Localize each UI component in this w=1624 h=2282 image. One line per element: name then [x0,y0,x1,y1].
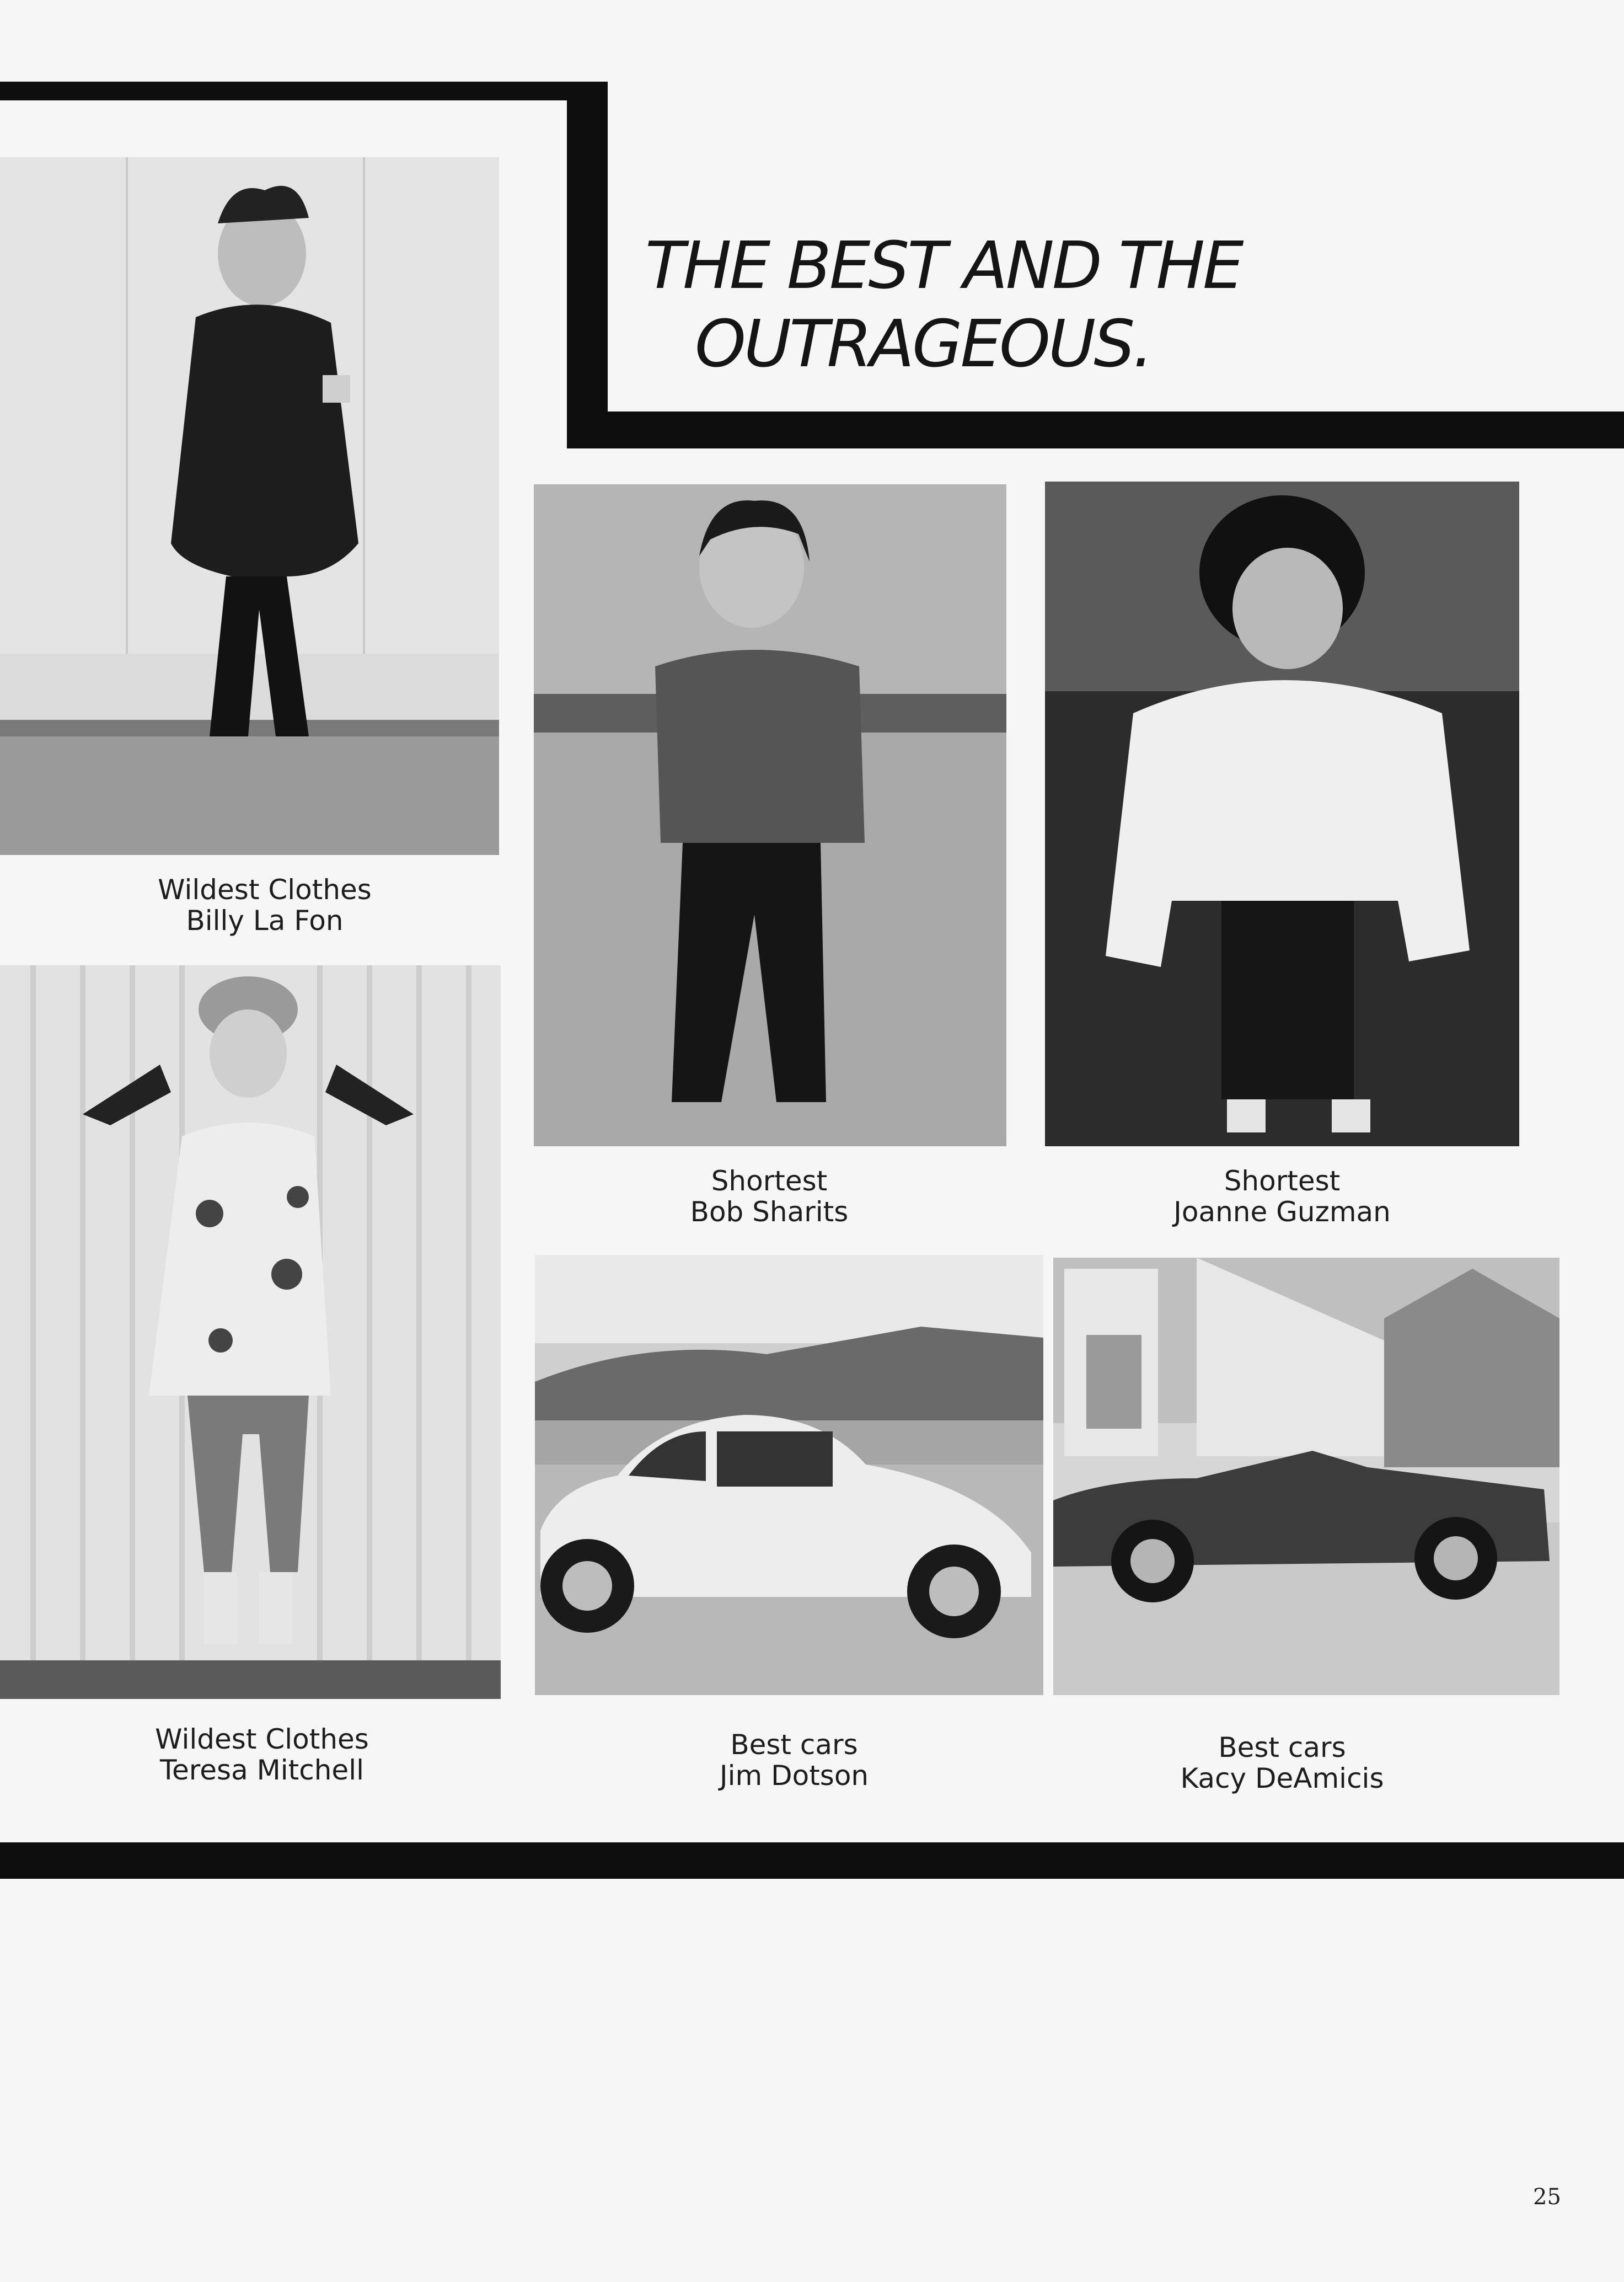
caption-category: Best cars [1218,1731,1346,1763]
caption-category: Shortest [711,1165,828,1197]
photo-kacy-deamicis-car [1053,1258,1559,1695]
caption-kacy-deamicis [1089,1732,1475,1794]
caption-name: Kacy DeAmicis [1180,1762,1384,1794]
caption-name: Teresa Mitchell [160,1754,364,1786]
caption-billy-la-fon [72,874,458,936]
page-title [645,226,1527,383]
caption-name: Jim Dotson [719,1760,869,1792]
caption-category: Best cars [730,1729,858,1761]
title-frame-bottom-bar [567,411,1624,448]
caption-jim-dotson [601,1729,987,1791]
caption-name: Joanne Guzman [1173,1196,1391,1228]
photo-jim-dotson-car [535,1255,1043,1695]
caption-category: Shortest [1224,1165,1341,1197]
photo-billy-la-fon [0,157,499,855]
top-frame-bar [0,82,608,100]
caption-name: Bob Sharits [690,1196,849,1228]
title-line-2: OUTRAGEOUS. [695,306,1151,382]
page-number: 25 [1533,2184,1561,2210]
caption-category: Wildest Clothes [158,874,372,906]
title-line-1: THE BEST AND THE [645,227,1242,303]
caption-category: Wildest Clothes [155,1723,369,1755]
title-frame-vertical-bar [567,82,608,448]
caption-name: Billy La Fon [186,905,344,937]
photo-teresa-mitchell [0,965,501,1699]
caption-joanne-guzman [1089,1166,1475,1227]
caption-teresa-mitchell [69,1724,455,1786]
photo-bob-sharits [534,484,1006,1146]
bottom-frame-bar [0,1842,1624,1879]
caption-bob-sharits [576,1166,962,1227]
photo-joanne-guzman [1045,482,1519,1146]
